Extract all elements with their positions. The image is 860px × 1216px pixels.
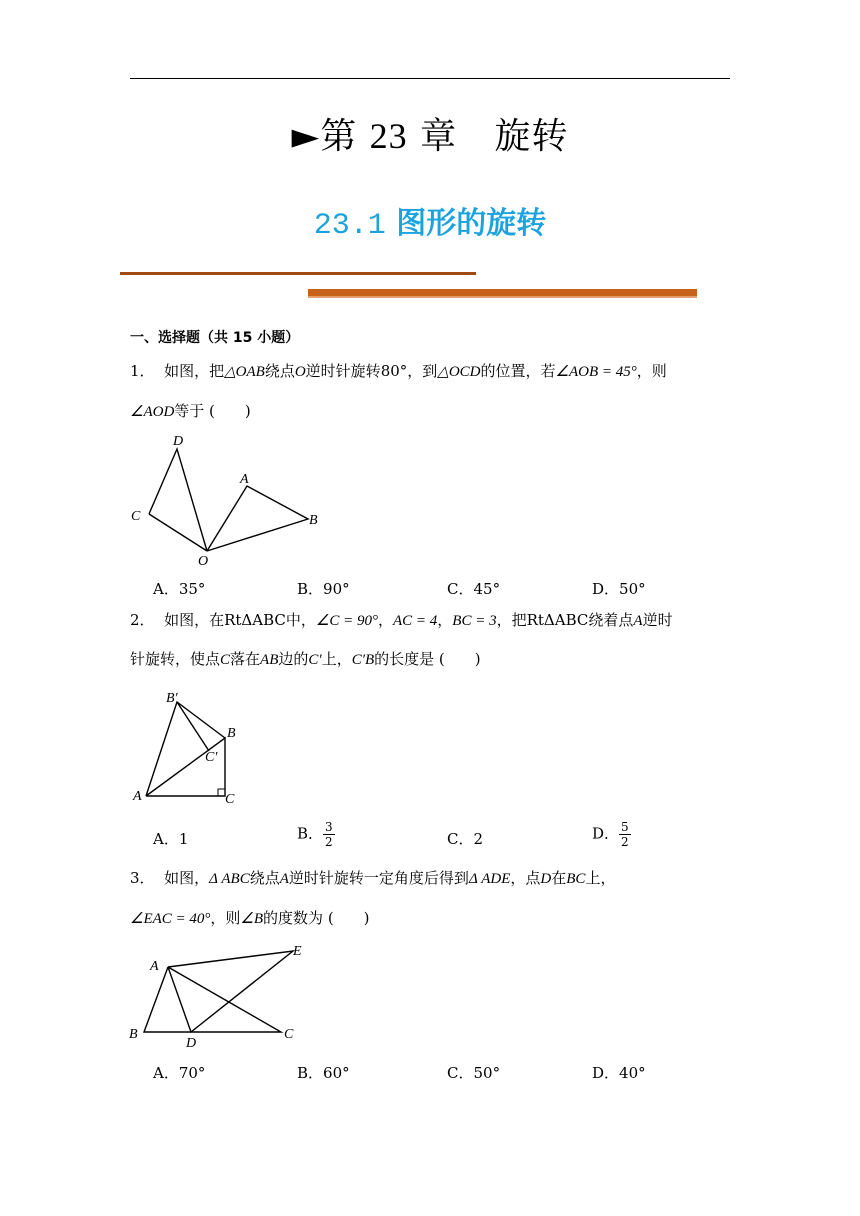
q1-number: 1． <box>130 362 155 380</box>
q1-figure <box>125 430 335 570</box>
q1-text: 等于 ( ) <box>174 402 251 420</box>
q1-option-d[interactable] <box>592 578 646 599</box>
option-letter: A． <box>153 1064 179 1082</box>
q2-text: 针旋转，使点 <box>130 650 221 668</box>
q1-line1 <box>130 361 667 382</box>
q2-cond-bc: BC = 3 <box>452 613 497 629</box>
q2-edge-b1c1 <box>177 702 209 751</box>
option-letter: B． <box>297 824 324 843</box>
q2-ask: C′B <box>351 652 375 668</box>
section-name: 图形的旋转 <box>396 206 547 241</box>
q1-tri2: △OCD <box>437 364 481 380</box>
q1-option-a[interactable] <box>153 578 205 599</box>
q2-point-c1: C′ <box>308 652 322 668</box>
q2-segment: AB <box>260 652 279 668</box>
q3-number: 3． <box>130 869 155 887</box>
option-letter: D． <box>592 580 620 598</box>
option-letter: C． <box>447 580 474 598</box>
option-letter: D． <box>592 824 620 843</box>
q3-option-a[interactable] <box>153 1062 205 1083</box>
q3-text: 逆时针旋转一定角度后得到 <box>288 869 469 887</box>
q2-text: 绕着点 <box>588 611 634 629</box>
q2-label-a: A <box>133 789 142 804</box>
q3-label-d: D <box>186 1036 197 1051</box>
chapter-name: 旋转 <box>494 116 569 157</box>
q1-point: O <box>294 364 306 380</box>
q2-point-c: C <box>220 652 231 668</box>
q2-triangle-abc <box>146 738 225 796</box>
q2-option-a[interactable] <box>153 828 188 849</box>
q1-text: ，到 <box>407 362 438 380</box>
q3-text: 如图， <box>164 869 210 887</box>
q2-point: A <box>633 613 643 629</box>
q3-label-b: B <box>129 1027 138 1042</box>
q3-point: A <box>279 871 289 887</box>
q2-option-c[interactable] <box>447 828 483 849</box>
q3-option-b[interactable] <box>297 1062 350 1083</box>
q2-number: 2． <box>130 611 155 629</box>
q1-label-d: D <box>173 434 184 449</box>
section-number: 23.1 <box>313 209 386 243</box>
chapter-arrow: ► <box>291 116 321 157</box>
top-rule <box>130 78 730 79</box>
q1-condition: ∠AOB = 45° <box>555 364 637 380</box>
q2-line1 <box>130 610 673 631</box>
decor-bar-lower <box>308 289 697 296</box>
q3-label-a: A <box>150 959 159 974</box>
q1-label-a: A <box>240 472 249 487</box>
q2-right-angle-mark <box>218 789 225 796</box>
q2-text: 逆时 <box>642 611 673 629</box>
fraction-numerator: 5 <box>621 820 629 834</box>
option-letter: B． <box>297 580 324 598</box>
q2-tri: RtΔABC <box>526 611 589 629</box>
q3-figure <box>125 940 315 1055</box>
q3-option-c[interactable] <box>447 1062 500 1083</box>
option-text: 40° <box>619 1064 646 1082</box>
q1-label-o: O <box>198 554 209 569</box>
q3-tri2: Δ ADE <box>468 871 511 887</box>
decor-bar-upper <box>120 272 476 275</box>
q2-text: 中， <box>285 611 316 629</box>
option-text: 35° <box>178 580 206 598</box>
fraction-numerator: 3 <box>325 820 333 834</box>
q2-text: 落在 <box>230 650 261 668</box>
option-text: 50° <box>619 580 646 598</box>
chapter-suffix: 章 <box>420 116 458 157</box>
section-heading: 一、选择题（共 15 小题） <box>130 330 300 346</box>
q3-line1 <box>130 868 615 889</box>
q2-sep: ， <box>437 611 453 629</box>
q2-option-b[interactable] <box>297 820 335 849</box>
q1-triangle-ocd <box>149 449 207 551</box>
q1-text: 逆时针旋转 <box>305 362 381 380</box>
option-text: 1 <box>178 830 189 848</box>
q1-label-c: C <box>131 509 141 524</box>
q3-label-e: E <box>293 944 302 959</box>
q1-angle: 80° <box>380 362 408 380</box>
chapter-title <box>0 108 860 159</box>
q3-tri1: Δ ABC <box>209 871 250 887</box>
q1-ask: ∠AOD <box>130 404 175 420</box>
q2-text: 如图，在 <box>164 611 225 629</box>
q3-text: 上， <box>585 869 616 887</box>
q2-label-c1: C′ <box>205 750 218 765</box>
q3-label-c: C <box>284 1027 294 1042</box>
fraction-denominator: 2 <box>621 835 629 849</box>
q2-tri: RtΔABC <box>224 611 286 629</box>
chapter-prefix: 第 <box>320 116 358 157</box>
q3-ask: ∠B <box>240 911 264 927</box>
q3-point-d: D <box>540 871 552 887</box>
q3-line2 <box>130 908 370 929</box>
q1-label-b: B <box>309 513 318 528</box>
chapter-number: 23 <box>369 116 408 156</box>
fraction <box>619 820 631 849</box>
q3-condition: ∠EAC = 40° <box>130 911 211 927</box>
section-title <box>0 198 860 243</box>
q1-option-c[interactable] <box>447 578 500 599</box>
q1-text: ，则 <box>636 362 667 380</box>
q2-line2 <box>130 649 481 670</box>
q2-label-c: C <box>225 792 235 807</box>
decor-bar-lower-shade <box>308 296 697 298</box>
q3-segment: BC <box>566 871 586 887</box>
fraction-denominator: 2 <box>325 835 333 849</box>
option-letter: A． <box>153 580 179 598</box>
q3-text: 在 <box>551 869 567 887</box>
q2-option-d[interactable] <box>592 820 631 849</box>
q2-cond-ac: AC = 4 <box>392 613 438 629</box>
q1-line2 <box>130 401 251 422</box>
option-letter: C． <box>447 830 474 848</box>
option-text: 50° <box>473 1064 501 1082</box>
q1-tri1: △OAB <box>224 364 265 380</box>
option-letter: D． <box>592 1064 620 1082</box>
q1-option-b[interactable] <box>297 578 350 599</box>
q2-label-b1: B′ <box>166 691 178 706</box>
q2-label-b: B <box>227 726 236 741</box>
q2-text: ，把 <box>496 611 527 629</box>
q2-text: 边的 <box>278 650 309 668</box>
fraction <box>323 820 335 849</box>
q2-sep: ， <box>377 611 393 629</box>
q1-text: 如图，把 <box>164 362 225 380</box>
option-text: 70° <box>178 1064 206 1082</box>
option-text: 45° <box>473 580 501 598</box>
q3-option-d[interactable] <box>592 1062 646 1083</box>
q3-text: 的度数为 ( ) <box>263 909 370 927</box>
option-letter: A． <box>153 830 179 848</box>
q1-text: 绕点 <box>264 362 295 380</box>
option-letter: B． <box>297 1064 324 1082</box>
option-letter: C． <box>447 1064 474 1082</box>
q3-text: ，则 <box>210 909 241 927</box>
q2-cond-angle: ∠C = 90° <box>315 613 378 629</box>
q2-figure <box>125 685 255 815</box>
q3-text: ，点 <box>510 869 541 887</box>
q3-triangle-ade <box>168 951 293 1032</box>
q1-text: 的位置，若 <box>480 362 556 380</box>
q1-triangle-oab <box>207 486 308 551</box>
option-text: 60° <box>323 1064 350 1082</box>
q2-text: 上， <box>321 650 352 668</box>
q3-text: 绕点 <box>249 869 280 887</box>
q2-text: 的长度是 ( ) <box>374 650 481 668</box>
option-text: 2 <box>473 830 484 848</box>
option-text: 90° <box>323 580 350 598</box>
